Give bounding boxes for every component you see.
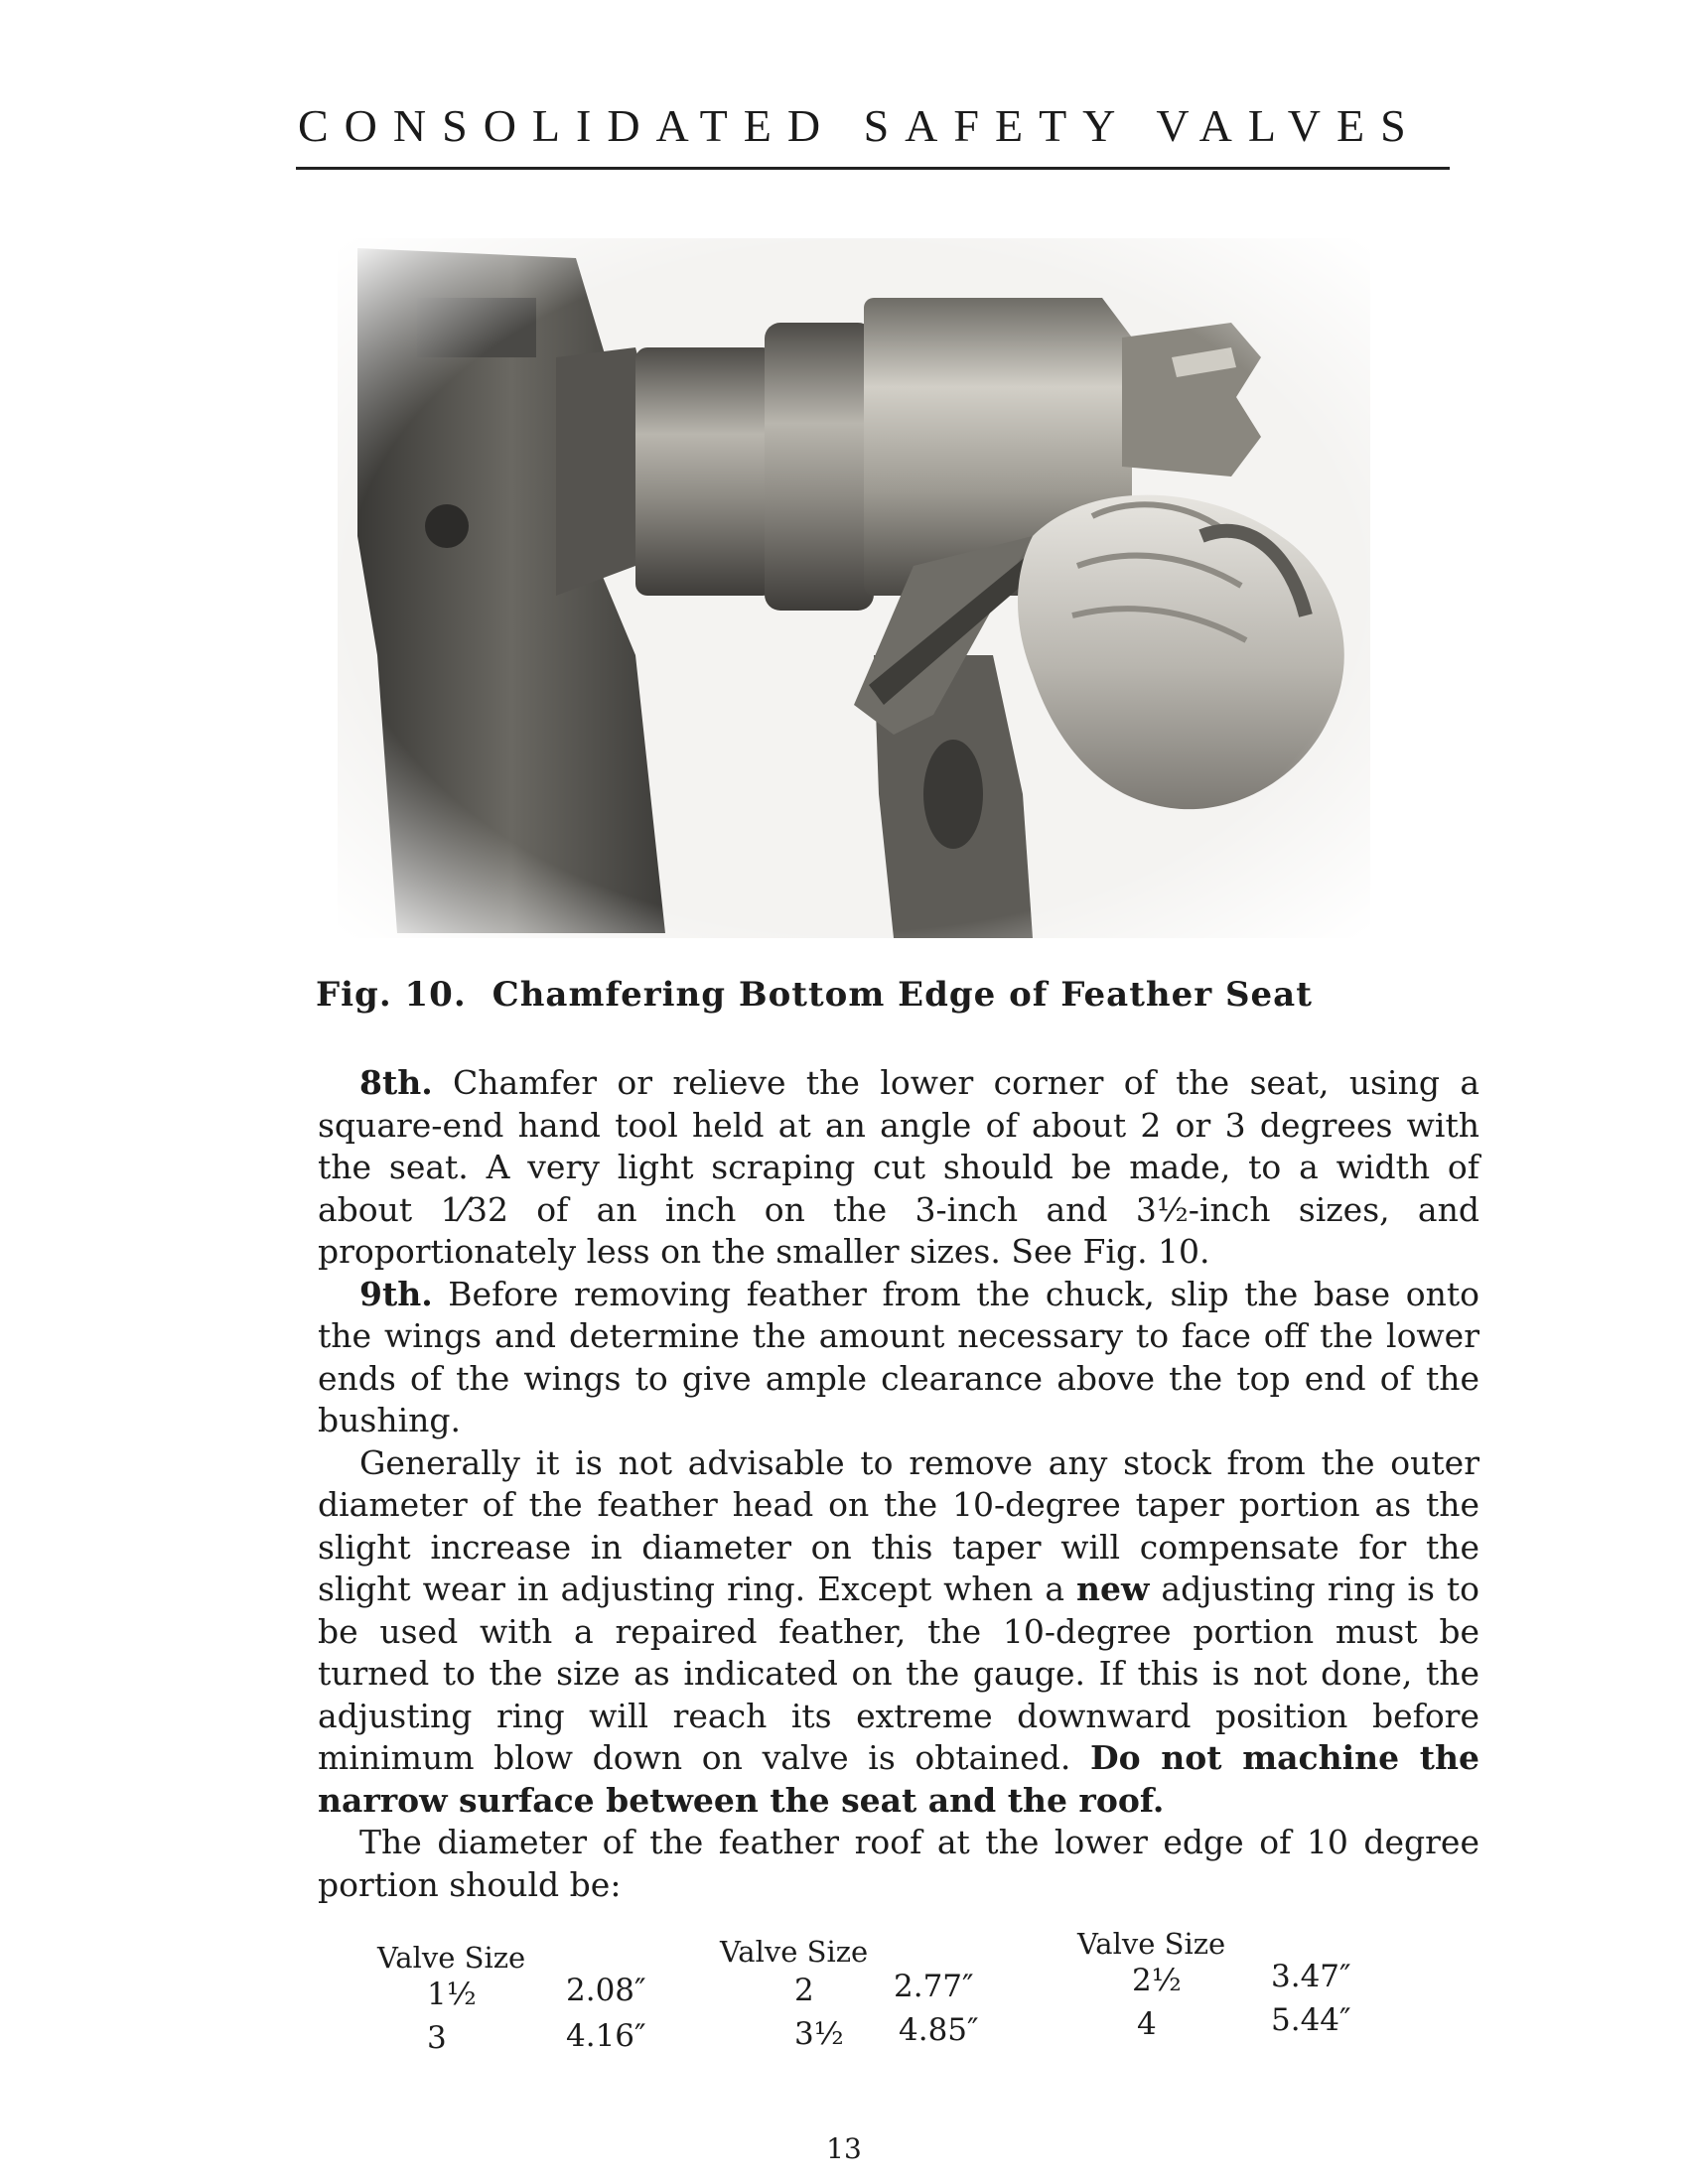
valve-size-cell: 2½ xyxy=(1132,1963,1182,1998)
valve-size-cell: 4 xyxy=(1137,2006,1157,2042)
body-text xyxy=(318,1062,1479,1906)
diameter-cell: 2.77″ xyxy=(894,1969,974,2004)
figure-caption xyxy=(316,975,1468,1015)
diameter-cell: 2.08″ xyxy=(566,1973,646,2008)
paragraph-9th-text: Before removing feather from the chuck, slip the base onto the wings and determine the amount necessary to face off the lower ends of the wings to give ample clearance above the top end of the bushing. xyxy=(318,1274,1479,1439)
figure-number: Fig. 10. xyxy=(316,975,467,1015)
diameter-cell: 4.85″ xyxy=(899,2012,979,2048)
column-header-1: Valve Size xyxy=(377,1941,526,1975)
column-header-3: Valve Size xyxy=(1077,1927,1226,1961)
valve-size-cell: 2 xyxy=(794,1973,814,2008)
paragraph-generally-part2: adjusting ring is to be used with a repaired feather, the 10-degree portion must be turned to the size as indicated on the gauge. If this is not done, the adjusting ring will reach its extreme downward position before minimum blow down on valve is obtained. xyxy=(318,1570,1479,1777)
bold-warning: Do not machine the narrow surface between the seat and the roof. xyxy=(318,1738,1479,1820)
paragraph-9th xyxy=(318,1274,1479,1442)
paragraph-8th xyxy=(318,1062,1479,1274)
header-rule xyxy=(296,167,1450,170)
bold-new: new xyxy=(1076,1570,1150,1608)
valve-size-table xyxy=(377,1927,1470,2080)
valve-size-cell: 3 xyxy=(427,2020,447,2056)
paragraph-generally-part1: Generally it is not advisable to remove any stock from the outer diameter of the feather head on the 10-degree taper portion as the slight increase in diameter on this taper will compensate for the slight wear in adjusting ring. Except when a xyxy=(318,1442,1479,1608)
paragraph-diameter: The diameter of the feather roof at the lower edge of 10 degree portion should be: xyxy=(318,1823,1479,1904)
column-header-2: Valve Size xyxy=(720,1935,869,1969)
paragraph-generally xyxy=(318,1442,1479,1823)
step-label-9th: 9th. xyxy=(359,1274,433,1313)
diameter-cell: 4.16″ xyxy=(566,2018,646,2054)
figure-caption-text: Chamfering Bottom Edge of Feather Seat xyxy=(492,975,1313,1015)
figure-photo xyxy=(338,238,1370,938)
diameter-cell: 5.44″ xyxy=(1271,2002,1351,2038)
step-label-8th: 8th. xyxy=(359,1063,433,1102)
valve-size-cell: 1½ xyxy=(427,1977,477,2012)
page-number: 13 xyxy=(826,2132,862,2165)
running-head: CONSOLIDATED SAFETY VALVES xyxy=(298,100,1422,151)
diameter-cell: 3.47″ xyxy=(1271,1959,1351,1994)
valve-size-cell: 3½ xyxy=(794,2016,844,2052)
paragraph-8th-text: Chamfer or relieve the lower corner of the seat, using a square-end hand tool held at an angle of about 2 or 3 degrees with the seat. A very light scraping cut should be made, to a width of about 1⁄32 of an inch on the 3-inch and 3½-inch sizes, and proportionately less on the smaller sizes. See Fig. 10. xyxy=(318,1063,1479,1271)
